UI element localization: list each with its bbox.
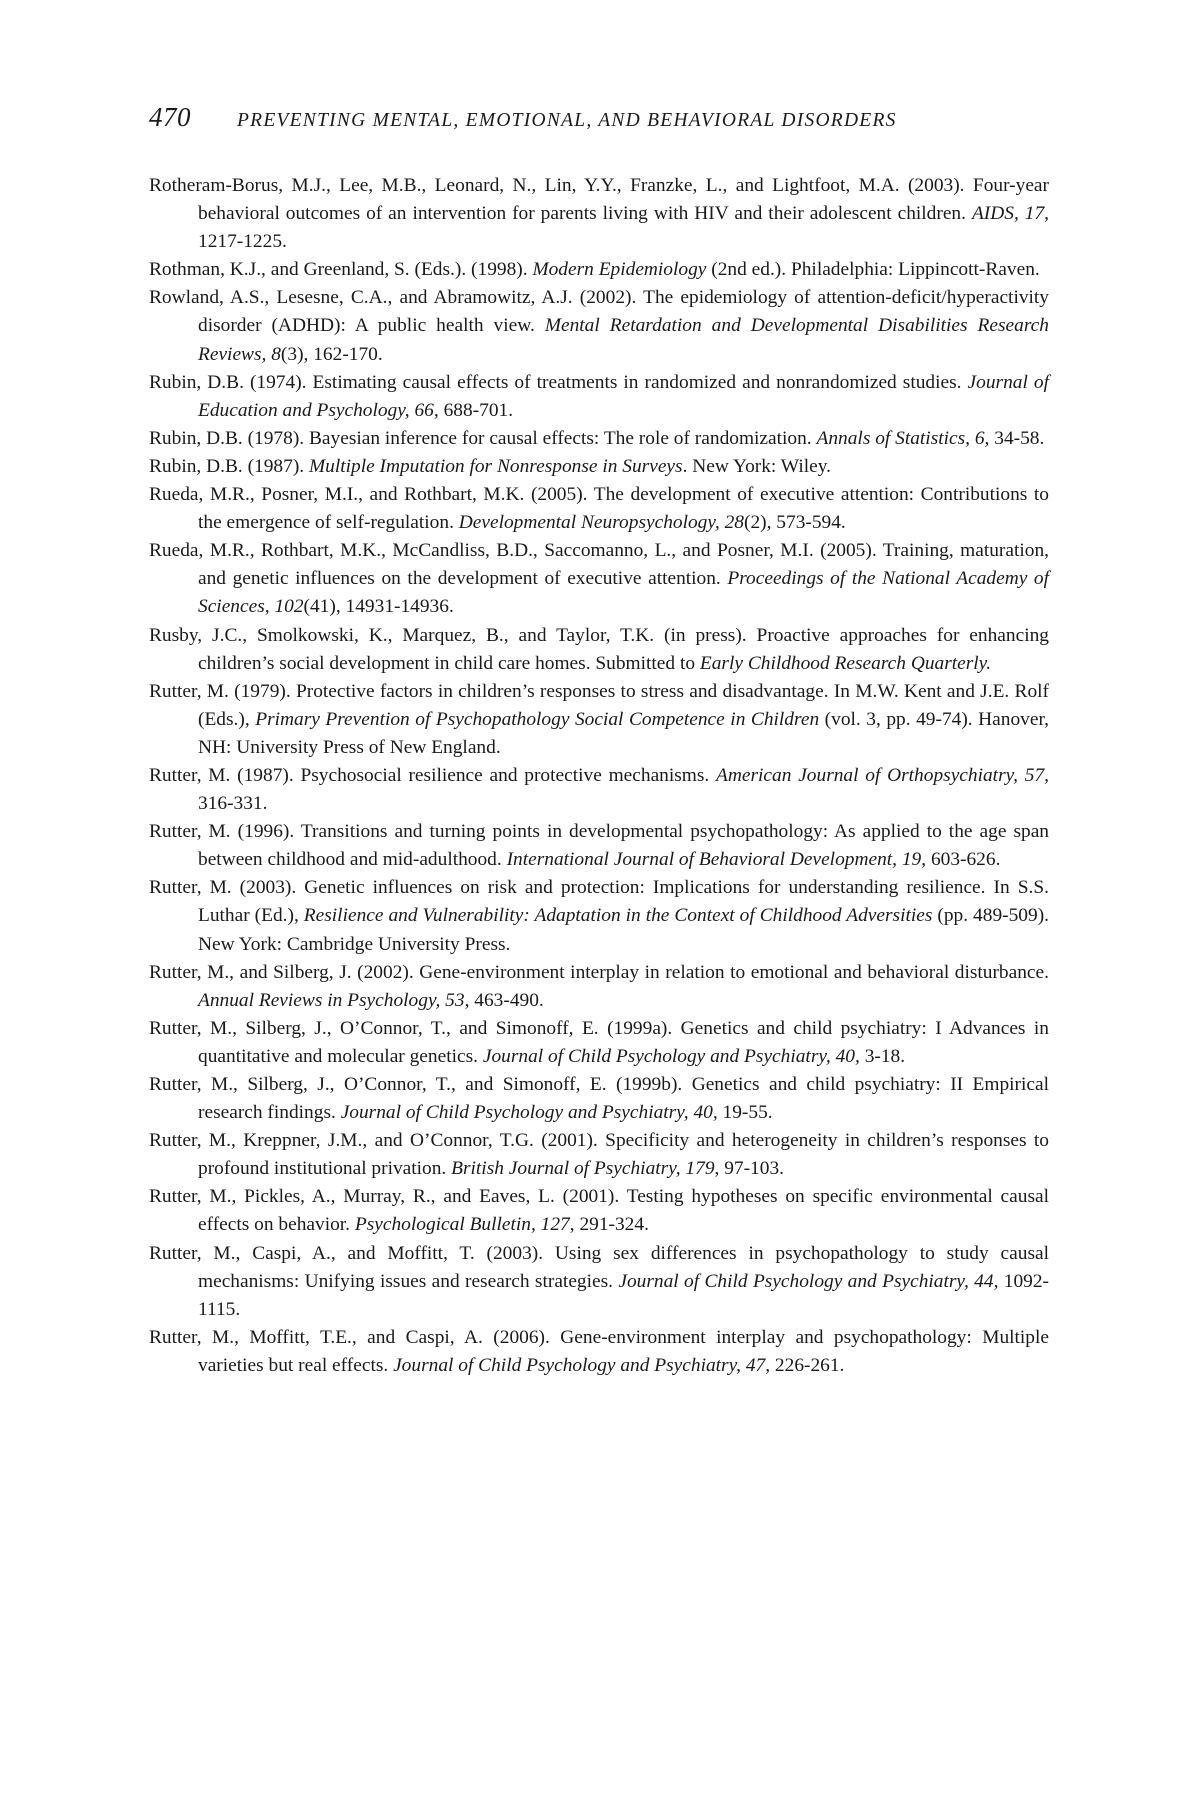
reference-text: Rutter, M., Silberg, J., O’Connor, T., and Simonoff, E. (1999a). Genetics and child psychiatry: I Advances in quantitative and molecular genetics. [149, 1017, 1049, 1067]
reference-source-title: Developmental Neuropsychology, 28 [458, 512, 744, 534]
reference-text: Rueda, M.R., Posner, M.I., and Rothbart, M.K. (2005). The development of executive attention: Contributions to the emergence of self-regulation. [149, 484, 1049, 534]
reference-entry [149, 1127, 1049, 1183]
reference-text: Rubin, D.B. (1974). Estimating causal effects of treatments in randomized and nonrandomized studies. [149, 371, 968, 393]
reference-text: 1217-1225. [198, 231, 287, 253]
reference-source-title: Multiple Imputation for Nonresponse in Surveys [308, 455, 683, 477]
reference-source-title: Journal of Education and Psychology, 66, [198, 371, 1049, 421]
reference-entry [149, 453, 1049, 481]
reference-text: Rutter, M., Caspi, A., and Moffitt, T. (2003). Using sex differences in psychopathology to study causal mechanisms: Unifying issues and research strategies. [149, 1242, 1049, 1292]
reference-text: Rueda, M.R., Rothbart, M.K., McCandliss, B.D., Saccomanno, L., and Posner, M.I. (2005). Training, maturation, and genetic influences on the development of executive attention. [149, 540, 1049, 590]
reference-source-title: Proceedings of the National Academy of Sciences, 102 [198, 568, 1049, 618]
reference-list [149, 172, 1049, 1380]
reference-entry [149, 481, 1049, 537]
reference-text: Rutter, M. (1979). Protective factors in children’s responses to stress and disadvantage. In M.W. Kent and J.E. Rolf (Eds.), [149, 680, 1049, 730]
reference-text: 688-701. [438, 399, 514, 421]
running-head: PREVENTING MENTAL, EMOTIONAL, AND BEHAVIORAL DISORDERS [237, 110, 897, 131]
reference-text: Rutter, M. (1987). Psychosocial resilience and protective mechanisms. [149, 764, 717, 786]
page-number: 470 [149, 102, 191, 132]
reference-text: Rusby, J.C., Smolkowski, K., Marquez, B., and Taylor, T.K. (in press). Proactive approaches for enhancing children’s social development in child care homes. Submitted to [149, 624, 1049, 674]
reference-entry [149, 818, 1049, 874]
reference-text: Rutter, M. (2003). Genetic influences on risk and protection: Implications for understanding resilience. In S.S. Luthar (Ed.), [149, 877, 1049, 927]
reference-text: , 97-103. [714, 1158, 784, 1180]
reference-entry [149, 284, 1049, 368]
reference-text: 34-58. [989, 427, 1045, 449]
reference-entry [149, 762, 1049, 818]
reference-entry [149, 425, 1049, 453]
reference-entry [149, 959, 1049, 1015]
reference-text: (2), 573-594. [744, 512, 846, 534]
reference-text: Rubin, D.B. (1978). Bayesian inference for causal effects: The role of randomization. [149, 427, 817, 449]
reference-text: Rutter, M. (1996). Transitions and turning points in developmental psychopathology: As applied to the age span between childhood and mid-adulthood. [149, 821, 1049, 871]
reference-text: , 291-324. [569, 1214, 649, 1236]
reference-text: 3-18. [859, 1045, 906, 1067]
reference-entry [149, 256, 1049, 284]
reference-source-title: American Journal of Orthopsychiatry, 57, [716, 764, 1050, 786]
reference-entry [149, 1240, 1049, 1324]
reference-entry [149, 1071, 1049, 1127]
reference-source-title: Journal of Child Psychology and Psychiatry, 40, [340, 1102, 718, 1124]
reference-text: , 226-261. [765, 1354, 845, 1376]
reference-text: Rotheram-Borus, M.J., Lee, M.B., Leonard, N., Lin, Y.Y., Franzke, L., and Lightfoot, M.A. (2003). Four-year behavioral outcomes of an intervention for parents living with HIV and their adolescent children. [149, 175, 1049, 225]
reference-text: (2nd ed.). Philadelphia: Lippincott-Raven. [706, 259, 1040, 281]
reference-source-title: British Journal of Psychiatry, 179 [451, 1158, 715, 1180]
reference-text: Rutter, M., Pickles, A., Murray, R., and Eaves, L. (2001). Testing hypotheses on specific environmental causal effects on behavior. [149, 1186, 1049, 1236]
reference-text: . New York: Wiley. [682, 455, 831, 477]
reference-text: Rutter, M., Moffitt, T.E., and Caspi, A. (2006). Gene-environment interplay and psychopathology: Multiple varieties but real effects. [149, 1326, 1049, 1376]
reference-text: , 1092-1115. [198, 1270, 1050, 1320]
reference-entry [149, 172, 1049, 256]
reference-entry [149, 622, 1049, 678]
reference-entry [149, 678, 1049, 762]
reference-source-title: Early Childhood Research Quarterly. [699, 652, 992, 674]
reference-text: Rutter, M., Kreppner, J.M., and O’Connor, T.G. (2001). Specificity and heterogeneity in children’s responses to profound institutional privation. [149, 1130, 1049, 1180]
reference-text: Rowland, A.S., Lesesne, C.A., and Abramowitz, A.J. (2002). The epidemiology of attention-deficit/hyperactivity disorder (ADHD): A public health view. [149, 287, 1049, 337]
reference-text: (pp. 489-509). New York: Cambridge University Press. [198, 905, 1049, 955]
reference-source-title: Journal of Child Psychology and Psychiatry, 47 [393, 1354, 766, 1376]
reference-entry [149, 1324, 1049, 1380]
reference-text: 316-331. [198, 793, 268, 815]
reference-text: Rutter, M., Silberg, J., O’Connor, T., and Simonoff, E. (1999b). Genetics and child psychiatry: II Empirical research findings. [149, 1074, 1049, 1124]
reference-source-title: Journal of Child Psychology and Psychiatry, 44 [618, 1270, 994, 1292]
reference-entry [149, 1183, 1049, 1239]
reference-text: 603-626. [926, 849, 1001, 871]
reference-source-title: Psychological Bulletin, 127 [354, 1214, 570, 1236]
reference-source-title: Journal of Child Psychology and Psychiatry, 40, [482, 1045, 860, 1067]
reference-source-title: International Journal of Behavioral Development, 19, [506, 849, 927, 871]
reference-source-title: Modern Epidemiology [532, 259, 707, 281]
page-header [149, 102, 1049, 142]
reference-text: Rutter, M., and Silberg, J. (2002). Gene-environment interplay in relation to emotional and behavioral disturbance. [149, 961, 1049, 983]
reference-source-title: Annual Reviews in Psychology, 53 [198, 989, 465, 1011]
reference-source-title: Mental Retardation and Developmental Disabilities Research Reviews, 8 [198, 315, 1049, 365]
reference-entry [149, 1015, 1049, 1071]
reference-text: Rothman, K.J., and Greenland, S. (Eds.). (1998). [149, 259, 533, 281]
reference-source-title: Resilience and Vulnerability: Adaptation in the Context of Childhood Adversities [303, 905, 933, 927]
reference-source-title: Annals of Statistics, 6, [816, 427, 990, 449]
reference-source-title: AIDS, 17, [971, 203, 1049, 225]
reference-entry [149, 874, 1049, 958]
reference-entry [149, 537, 1049, 621]
reference-text: , 463-490. [464, 989, 544, 1011]
reference-text: (41), 14931-14936. [303, 596, 454, 618]
reference-source-title: Primary Prevention of Psychopathology Social Competence in Children [255, 708, 820, 730]
reference-entry [149, 369, 1049, 425]
reference-text: Rubin, D.B. (1987). [149, 455, 309, 477]
reference-text: (vol. 3, pp. 49-74). Hanover, NH: University Press of New England. [198, 708, 1050, 758]
reference-text: 19-55. [717, 1102, 773, 1124]
reference-text: (3), 162-170. [280, 343, 383, 365]
